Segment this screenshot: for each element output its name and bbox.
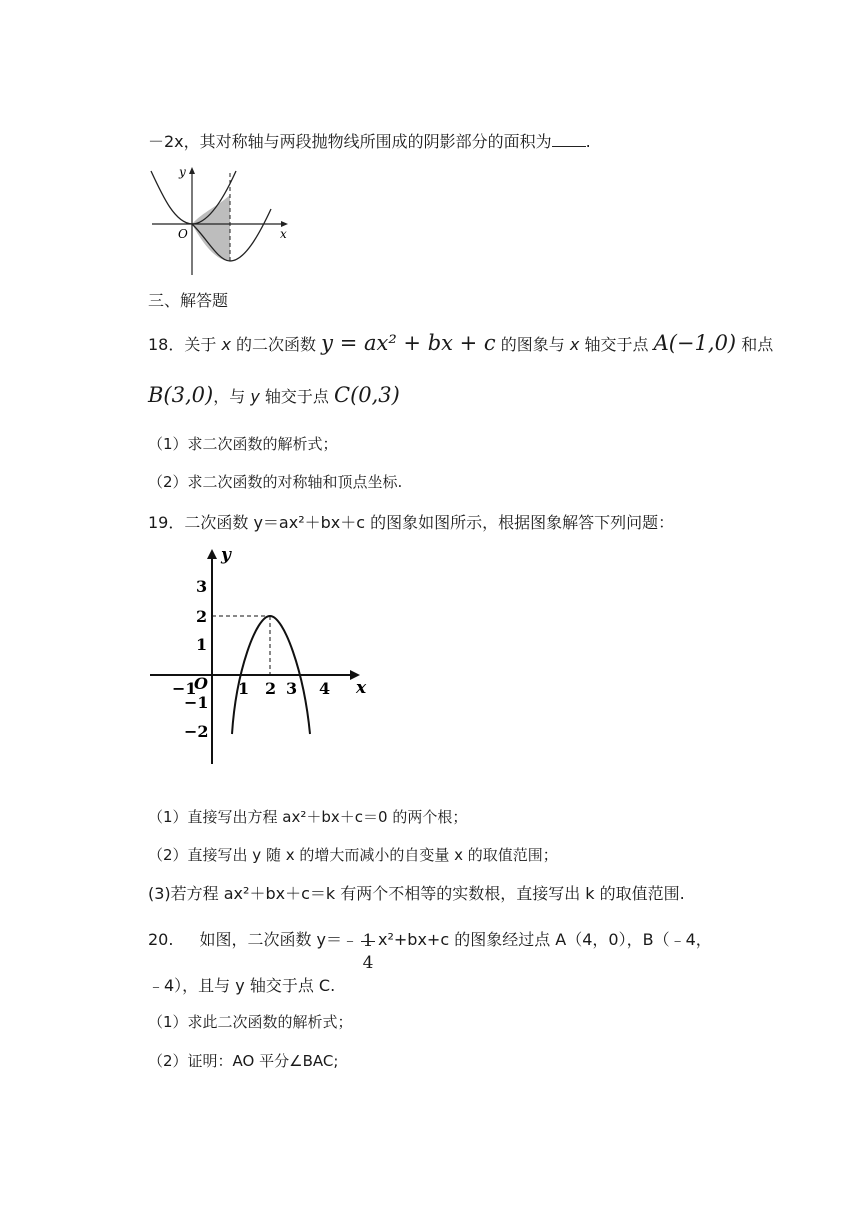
q17-text-part1: －2x，其对称轴与两段抛物线所围成的阴影部分的面积为 [148, 132, 552, 151]
q18-line1 [148, 331, 773, 355]
q20-number: 20. [148, 930, 174, 949]
section-heading: 三、解答题 [148, 291, 229, 310]
q20-line2: ﹣4），且与 y 轴交于点 C. [148, 976, 336, 995]
q17-figure [148, 165, 294, 277]
fig17-origin-label: O [178, 227, 188, 241]
y-axis-label: y [221, 545, 231, 565]
answer-blank[interactable] [552, 132, 586, 147]
y-tick-label: 3 [196, 577, 208, 596]
q19-chart [148, 544, 378, 766]
q18-formula: y = ax² + bx + c [321, 331, 496, 355]
y-tick-label: 2 [196, 607, 208, 626]
fraction-one-quarter [361, 921, 375, 973]
y-tick-label: 1 [196, 635, 208, 654]
q18-sub1: （1）求二次函数的解析式； [148, 435, 338, 453]
q20-text: 如图，二次函数 y＝﹣ [199, 930, 359, 949]
q19-stem [148, 510, 674, 533]
x-tick-label: 2 [265, 679, 277, 698]
x-tick-label: 1 [238, 679, 250, 698]
q18-text: 轴交于点 [264, 387, 329, 406]
q18-point-b: B(3,0) [148, 383, 214, 407]
q19-sub3: (3)若方程 ax²＋bx＋c＝k 有两个不相等的实数根，直接写出 k 的取值范围. [148, 884, 685, 903]
origin-label: O [194, 674, 208, 693]
x-tick-label: 4 [319, 679, 331, 698]
q18-var-x: x [569, 335, 580, 354]
fraction-denominator: 4 [362, 952, 374, 973]
q20-sub2: （2）证明：AO 平分∠BAC; [148, 1052, 339, 1070]
q18-number: 18． [148, 335, 185, 354]
y-axis-arrow [207, 549, 217, 559]
q20-line1 [148, 918, 712, 973]
q18-text: 和点 [741, 335, 774, 354]
fraction-numerator: 1 [362, 930, 374, 951]
fig17-y-label: y [179, 165, 186, 179]
q18-text: 的图象与 [500, 335, 565, 354]
q19-number: 19． [148, 513, 185, 532]
q18-line2 [148, 383, 400, 407]
q20-text: x²+bx+c 的图象经过点 A（4，0），B（﹣4， [378, 930, 712, 949]
q18-sub2: （2）求二次函数的对称轴和顶点坐标. [148, 473, 403, 491]
q18-text: 关于 [184, 335, 217, 354]
q18-text: 轴交于点 [584, 335, 649, 354]
q17-text [148, 129, 591, 152]
q18-point-a: A(−1,0) [653, 331, 737, 355]
q18-var-y: y [250, 387, 260, 406]
q19-sub1: （1）直接写出方程 ax²＋bx＋c＝0 的两个根； [148, 808, 468, 826]
fig17-x-label: x [280, 227, 287, 241]
q19-sub2: （2）直接写出 y 随 x 的增大而减小的自变量 x 的取值范围； [148, 846, 558, 864]
q17-text-end: . [585, 132, 591, 151]
q18-var-x: x [221, 335, 231, 354]
q19-text: 二次函数 y＝ax²＋bx＋c 的图象如图所示，根据图象解答下列问题： [184, 513, 675, 532]
q18-text: ，与 [213, 387, 246, 406]
q18-text: 的二次函数 [236, 335, 317, 354]
x-tick-label: 3 [286, 679, 298, 698]
shaded-region [192, 195, 230, 261]
y-tick-label: −1 [184, 693, 209, 712]
q20-sub1: （1）求此二次函数的解析式； [148, 1013, 353, 1031]
q18-point-c: C(0,3) [334, 383, 400, 407]
y-tick-label: −2 [184, 722, 209, 741]
x-axis-label: x [356, 678, 367, 698]
y-axis-arrow [189, 167, 195, 174]
x-tick-label: −1 [172, 679, 197, 698]
